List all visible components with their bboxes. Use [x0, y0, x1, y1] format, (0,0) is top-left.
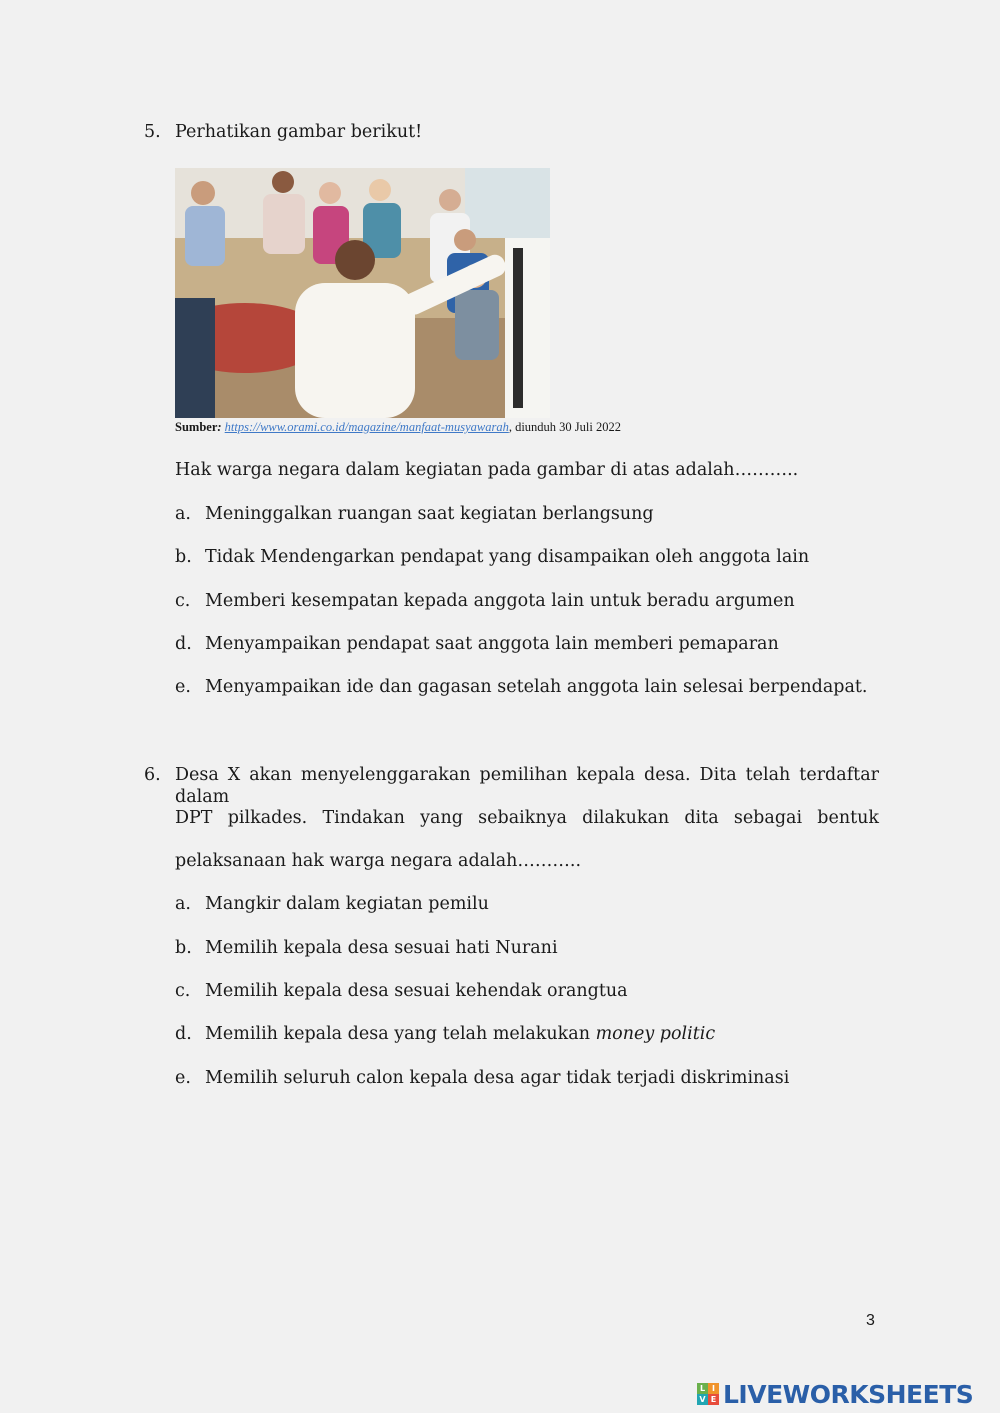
- liveworksheets-icon: [697, 1383, 719, 1405]
- question-6-line-3: pelaksanaan hak warga negara adalah………..: [175, 851, 582, 871]
- q6-option-e[interactable]: Memilih seluruh calon kepala desa agar tidak terjadi diskriminasi: [205, 1068, 790, 1088]
- q6-option-c[interactable]: Memilih kepala desa sesuai kehendak orangtua: [205, 981, 628, 1001]
- q6-option-b-letter: b.: [175, 938, 192, 958]
- q5-option-c[interactable]: Memberi kesempatan kepada anggota lain untuk beradu argumen: [205, 591, 795, 611]
- q5-option-d-letter: d.: [175, 634, 192, 654]
- q6-option-c-letter: c.: [175, 981, 191, 1001]
- liveworksheets-logo[interactable]: [697, 1377, 973, 1411]
- meeting-photo: [175, 168, 550, 418]
- q5-option-d[interactable]: Menyampaikan pendapat saat anggota lain memberi pemaparan: [205, 634, 779, 654]
- question-6-line-1: Desa X akan menyelenggarakan pemilihan kepala desa. Dita telah terdaftar dalam: [175, 765, 879, 807]
- source-link[interactable]: https://www.orami.co.id/magazine/manfaat-musyawarah: [224, 420, 509, 434]
- source-label: Sumber: [175, 420, 218, 434]
- logo-icon-e: E: [708, 1394, 719, 1405]
- q5-option-b-letter: b.: [175, 547, 192, 567]
- q6-option-a-letter: a.: [175, 894, 191, 914]
- q6-option-d-letter: d.: [175, 1024, 192, 1044]
- q6-option-e-letter: e.: [175, 1068, 191, 1088]
- source-date: , diunduh 30 Juli 2022: [508, 420, 621, 434]
- source-colon: :: [217, 420, 222, 434]
- q6-option-d-italic: money politic: [595, 1024, 716, 1044]
- q6-option-a[interactable]: Mangkir dalam kegiatan pemilu: [205, 894, 489, 914]
- page-number: 3: [866, 1312, 875, 1329]
- logo-icon-v: V: [697, 1394, 708, 1405]
- logo-text: LIVEWORKSHEETS: [723, 1379, 974, 1409]
- q5-option-c-letter: c.: [175, 591, 191, 611]
- logo-icon-i: I: [708, 1383, 719, 1394]
- question-5-text: Hak warga negara dalam kegiatan pada gambar di atas adalah………..: [175, 460, 799, 480]
- q5-option-e[interactable]: Menyampaikan ide dan gagasan setelah anggota lain selesai berpendapat.: [205, 677, 868, 697]
- image-source-credit: [175, 419, 621, 435]
- question-5-number: 5.: [144, 122, 161, 142]
- q5-option-a[interactable]: Meninggalkan ruangan saat kegiatan berlangsung: [205, 504, 654, 524]
- q6-option-b[interactable]: Memilih kepala desa sesuai hati Nurani: [205, 938, 558, 958]
- q5-option-e-letter: e.: [175, 677, 191, 697]
- q5-option-b[interactable]: Tidak Mendengarkan pendapat yang disampaikan oleh anggota lain: [205, 547, 810, 567]
- q6-option-d[interactable]: [205, 1023, 715, 1045]
- question-5-prompt: Perhatikan gambar berikut!: [175, 122, 423, 142]
- q5-option-a-letter: a.: [175, 504, 191, 524]
- question-6-line-2: DPT pilkades. Tindakan yang sebaiknya dilakukan dita sebagai bentuk: [175, 808, 879, 828]
- q6-option-d-text: Memilih kepala desa yang telah melakukan: [205, 1024, 596, 1044]
- question-6-number: 6.: [144, 765, 161, 785]
- logo-icon-l: L: [697, 1383, 708, 1394]
